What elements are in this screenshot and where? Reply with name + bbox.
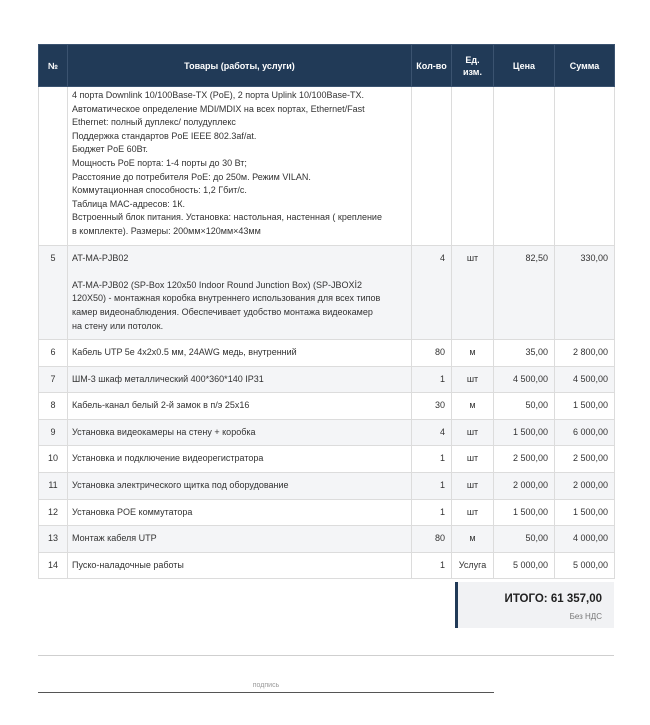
row-qty: 80 (412, 340, 452, 367)
row-price: 35,00 (494, 340, 555, 367)
desc-line: в комплекте). Размеры: 200мм×120мм×43мм (72, 225, 261, 236)
row-name: ШМ-3 шкаф металлический 400*360*140 IP31 (68, 366, 412, 393)
row-num: 9 (39, 419, 68, 446)
desc-line: Коммутационная способность: 1,2 Гбит/с. (72, 185, 247, 196)
row-name: Пуско-наладочные работы (68, 552, 412, 579)
row-sum: 4 000,00 (555, 526, 615, 553)
desc-line: на стену или потолок. (72, 320, 164, 331)
desc-line: Встроенный блок питания. Установка: настольная, настенная ( крепление (72, 212, 382, 223)
signature-line (38, 692, 494, 693)
row-price: 2 500,00 (494, 446, 555, 473)
row-unit: шт (452, 473, 494, 500)
total-box (455, 582, 614, 628)
header-goods: Товары (работы, услуги) (68, 45, 412, 87)
goods-table (38, 44, 615, 579)
row-name: Кабель-канал белый 2-й замок в п/э 25x16 (68, 393, 412, 420)
row-unit: шт (452, 245, 494, 340)
row-unit: шт (452, 446, 494, 473)
row-qty: 4 (412, 419, 452, 446)
row-qty: 1 (412, 473, 452, 500)
row-sum: 2 500,00 (555, 446, 615, 473)
row-sum: 330,00 (555, 245, 615, 340)
desc-line: Мощность PoE порта: 1-4 порты до 30 Вт; (72, 157, 247, 168)
row-num (39, 87, 68, 246)
header-unit-line2: изм. (463, 66, 482, 77)
row-num: 13 (39, 526, 68, 553)
row-price: 4 500,00 (494, 366, 555, 393)
row-unit: м (452, 526, 494, 553)
table-row (39, 552, 615, 579)
table-row (39, 419, 615, 446)
row-num: 8 (39, 393, 68, 420)
table-row (39, 340, 615, 367)
signature-label: подпись (252, 682, 280, 689)
row-price: 1 500,00 (494, 419, 555, 446)
row-unit: м (452, 393, 494, 420)
row-sum (555, 87, 615, 246)
row-sum: 2 800,00 (555, 340, 615, 367)
header-sum: Сумма (555, 45, 615, 87)
table-row (39, 87, 615, 246)
invoice-page (38, 44, 614, 579)
header-price: Цена (494, 45, 555, 87)
row-sum: 1 500,00 (555, 499, 615, 526)
row-description (68, 245, 412, 340)
row-price: 50,00 (494, 393, 555, 420)
row-qty: 4 (412, 245, 452, 340)
table-row (39, 245, 615, 340)
row-qty (412, 87, 452, 246)
row-name: Установка POE коммутатора (68, 499, 412, 526)
row-unit: Услуга (452, 552, 494, 579)
header-unit (452, 45, 494, 87)
row-num: 11 (39, 473, 68, 500)
item-title: AT-MA-PJB02 (72, 252, 129, 263)
row-num: 14 (39, 552, 68, 579)
total-amount: ИТОГО: 61 357,00 (504, 593, 602, 605)
desc-line: 4 порта Downlink 10/100Base-TX (PoE), 2 порта Uplink 10/100Base-TX. (72, 90, 365, 100)
row-qty: 1 (412, 366, 452, 393)
row-description (68, 87, 412, 246)
desc-line: AT-MA-PJB02 (SP-Box 120x50 Indoor Round Junction Box) (SP-JBOXİ2 (72, 279, 362, 290)
row-price: 2 000,00 (494, 473, 555, 500)
row-price (494, 87, 555, 246)
table-row (39, 526, 615, 553)
row-sum: 5 000,00 (555, 552, 615, 579)
row-price: 82,50 (494, 245, 555, 340)
desc-line: камер видеонаблюдения. Обеспечивает удобство монтажа видеокамер (72, 306, 373, 317)
row-name: Установка электрического щитка под оборудование (68, 473, 412, 500)
desc-line: 120X50) - монтажная коробка внутреннего использования для всех типов (72, 293, 381, 304)
header-num: № (39, 45, 68, 87)
row-name: Установка и подключение видеорегистратора (68, 446, 412, 473)
row-qty: 1 (412, 446, 452, 473)
table-row (39, 393, 615, 420)
desc-line: Бюджет PoE 60Вт. (72, 144, 148, 155)
row-qty: 80 (412, 526, 452, 553)
desc-line: Расстояние до потребителя PoE: до 250м. Режим VILAN. (72, 171, 311, 182)
row-num: 6 (39, 340, 68, 367)
row-unit: м (452, 340, 494, 367)
row-unit: шт (452, 499, 494, 526)
table-row (39, 473, 615, 500)
row-unit: шт (452, 366, 494, 393)
desc-line: Автоматическое определение MDI/MDIX на всех портах, Ethernet/Fast (72, 103, 365, 114)
divider (38, 655, 614, 656)
row-price: 1 500,00 (494, 499, 555, 526)
row-unit: шт (452, 419, 494, 446)
row-name: Монтаж кабеля UTP (68, 526, 412, 553)
row-qty: 1 (412, 499, 452, 526)
row-name: Кабель UTP 5e 4x2x0.5 мм, 24AWG медь, внутренний (68, 340, 412, 367)
desc-line: Таблица МАС-адресов: 1К. (72, 198, 185, 209)
row-num: 12 (39, 499, 68, 526)
row-qty: 30 (412, 393, 452, 420)
table-row (39, 446, 615, 473)
table-header-row (39, 45, 615, 87)
row-sum: 2 000,00 (555, 473, 615, 500)
desc-line: Ethernet: полный дуплекс/ полудуплекс (72, 117, 236, 128)
row-unit (452, 87, 494, 246)
row-sum: 6 000,00 (555, 419, 615, 446)
row-num: 10 (39, 446, 68, 473)
row-price: 50,00 (494, 526, 555, 553)
header-qty: Кол-во (412, 45, 452, 87)
desc-line: Поддержка стандартов PoE IEEE 802.3af/at. (72, 130, 257, 141)
row-sum: 1 500,00 (555, 393, 615, 420)
row-num: 5 (39, 245, 68, 340)
table-row (39, 499, 615, 526)
row-name: Установка видеокамеры на стену + коробка (68, 419, 412, 446)
row-num: 7 (39, 366, 68, 393)
table-row (39, 366, 615, 393)
vat-note: Без НДС (569, 612, 602, 621)
row-qty: 1 (412, 552, 452, 579)
header-unit-line1: Ед. (465, 54, 480, 65)
row-sum: 4 500,00 (555, 366, 615, 393)
row-price: 5 000,00 (494, 552, 555, 579)
